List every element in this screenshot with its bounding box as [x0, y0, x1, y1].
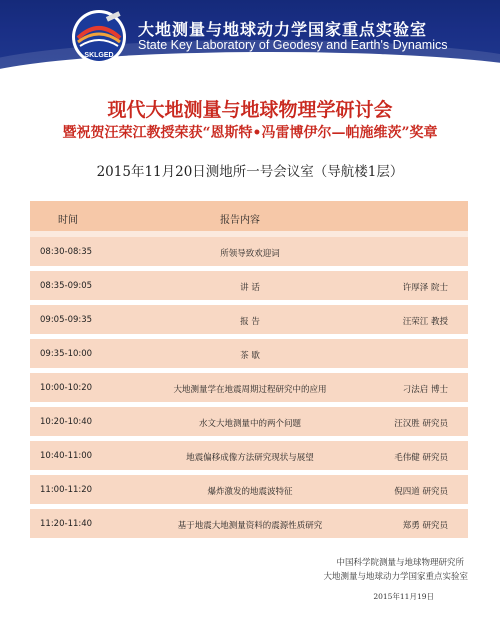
row-time: 08:35-09:05	[40, 281, 93, 291]
row-topic: 报 告	[240, 317, 260, 327]
row-topic: 茶 歇	[240, 351, 260, 361]
row-speaker: 刁法启 博士	[402, 385, 448, 395]
header-content: 报告内容	[220, 215, 260, 226]
table-row	[30, 237, 468, 266]
row-time: 11:00-11:20	[40, 485, 93, 495]
footer-org-institute: 中国科学院测量与地球物理研究所	[336, 558, 464, 568]
row-time: 10:00-10:20	[40, 383, 93, 393]
row-speaker: 汪汉胜 研究员	[394, 419, 448, 429]
header-time: 时间	[58, 215, 78, 226]
row-topic: 地震偏移成像方法研究现状与展望	[186, 453, 314, 463]
schedule-table	[30, 201, 468, 543]
row-time: 09:05-09:35	[40, 315, 93, 325]
table-row	[30, 271, 468, 300]
row-time: 08:30-08:35	[40, 247, 93, 257]
page-title: 现代大地测量与地球物理学研讨会	[107, 99, 393, 121]
row-time: 11:20-11:40	[40, 519, 93, 529]
row-topic: 所领导致欢迎词	[220, 249, 280, 259]
row-topic: 水文大地测量中的两个问题	[198, 419, 301, 429]
row-topic: 大地测量学在地震周期过程研究中的应用	[173, 385, 327, 395]
date-venue: 2015年11月20日测地所一号会议室（导航楼1层）	[96, 164, 404, 180]
row-time: 10:40-11:00	[40, 451, 93, 461]
row-time: 10:20-10:40	[40, 417, 93, 427]
table-row	[30, 475, 468, 504]
row-speaker: 毛伟健 研究员	[394, 453, 448, 463]
sklged-logo	[70, 8, 128, 66]
row-speaker: 许厚泽 院士	[402, 283, 448, 293]
table-row	[30, 441, 468, 470]
logo-text: SKLGED	[84, 52, 114, 59]
row-speaker: 汪荣江 教授	[402, 317, 448, 327]
lab-name-en: State Key Laboratory of Geodesy and Earth's Dynamics	[138, 38, 448, 52]
lab-name-cn: 大地测量与地球动力学国家重点实验室	[138, 20, 428, 39]
header-banner	[0, 0, 500, 78]
table-header	[30, 201, 468, 231]
row-speaker: 郑勇 研究员	[402, 521, 448, 531]
table-row	[30, 305, 468, 334]
table-row	[30, 407, 468, 436]
row-topic: 讲 话	[240, 283, 260, 293]
footer-date: 2015年11月19日	[373, 592, 434, 601]
footer-org-lab: 大地测量与地球动力学国家重点实验室	[323, 572, 468, 582]
page-subtitle: 暨祝贺汪荣江教授荣获“恩斯特•冯雷博伊尔—帕施维茨”奖章	[62, 125, 438, 141]
row-time: 09:35-10:00	[40, 349, 93, 359]
row-topic: 爆炸激发的地震波特征	[207, 487, 293, 497]
table-row	[30, 339, 468, 368]
table-row	[30, 373, 468, 402]
table-row	[30, 509, 468, 538]
row-speaker: 倪四道 研究员	[394, 487, 448, 497]
row-topic: 基于地震大地测量资料的震源性质研究	[177, 521, 323, 531]
